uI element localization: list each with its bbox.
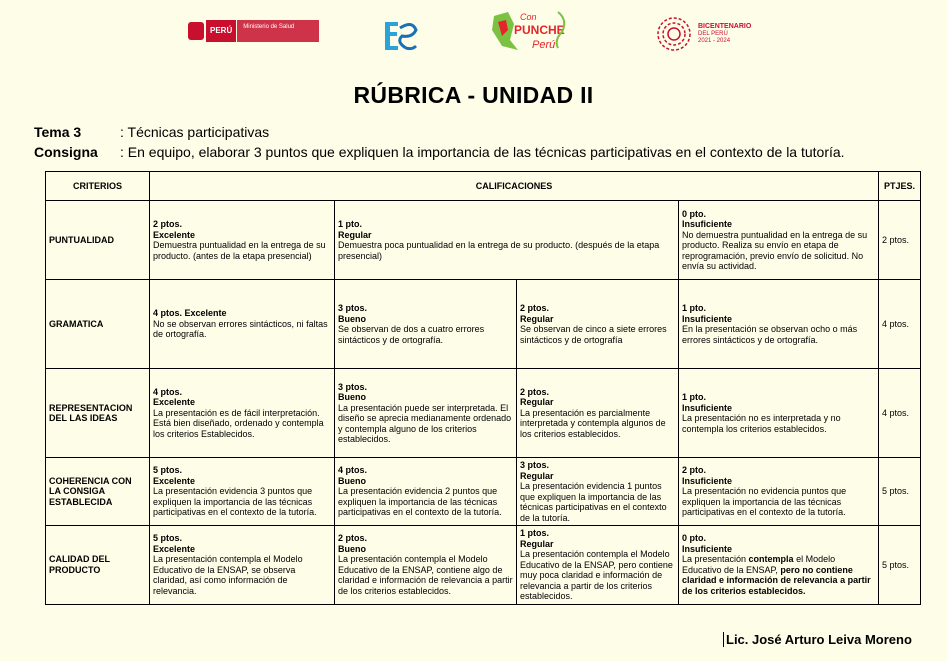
ptjes-cell: 5 ptos.	[879, 526, 921, 605]
rating-level: Insuficiente	[682, 313, 733, 324]
desc-part: el Modelo Educativo de la ENSAP,	[682, 554, 836, 575]
ensap-logo-icon	[382, 18, 420, 54]
criterio-cell: PUNTUALIDAD	[46, 201, 150, 280]
rating-score: 4 ptos.	[338, 465, 368, 476]
rating-cell	[679, 201, 879, 280]
rating-description: Demuestra puntualidad en la entrega de su producto. (antes de la etapa presencial)	[153, 240, 326, 261]
rubric-table	[45, 171, 921, 605]
ptjes-cell: 5 ptos.	[879, 458, 921, 526]
rating-description	[682, 554, 875, 596]
ptjes-cell: 2 ptos.	[879, 201, 921, 280]
rating-score: 1 ptos.	[520, 528, 550, 538]
rating-cell	[150, 369, 335, 458]
rating-score: 2 ptos.	[338, 533, 368, 544]
rating-description: Demuestra poca puntualidad en la entrega de su producto. (después de la etapa presencial)	[338, 240, 660, 261]
header-ptjes: PTJES.	[879, 172, 921, 201]
rating-cell	[517, 458, 679, 526]
tema-value: : Técnicas participativas	[120, 124, 270, 140]
criterio-cell: GRAMATICA	[46, 280, 150, 369]
rating-level: Bueno	[338, 475, 366, 486]
rating-description: En la presentación se observan ocho o más errores sintácticos y de ortografía.	[682, 324, 858, 345]
rating-score: 3 ptos.	[338, 303, 368, 313]
svg-text:Con: Con	[520, 12, 537, 22]
rating-score: 5 ptos.	[153, 465, 183, 476]
rating-level: Bueno	[338, 392, 366, 402]
rating-level: Insuficiente	[682, 543, 733, 554]
rating-cell	[517, 526, 679, 605]
tema-label: Tema 3	[34, 124, 82, 140]
rating-score: 0 pto.	[682, 208, 706, 219]
table-header-row	[46, 172, 921, 201]
rating-score: 3 ptos.	[520, 460, 550, 470]
tema-line	[34, 124, 269, 140]
ensap-logo	[382, 16, 420, 56]
rating-description: La presentación no es interpretada y no contempla los criterios establecidos.	[682, 413, 841, 434]
bicentenario-text	[698, 23, 751, 45]
rating-cell	[335, 201, 679, 280]
rating-score: 1 pto.	[682, 392, 706, 402]
consigna-value: : En equipo, elaborar 3 puntos que expliquen la importancia de las técnicas participativas en el contexto de la tutoría.	[120, 144, 845, 160]
rating-description: La presentación contempla el Modelo Educativo de la ENSAP, contiene algo de claridad e información de relevancia a partir de los criterios establecidos.	[338, 554, 513, 596]
rating-level: Regular	[520, 538, 554, 549]
rating-level: Bueno	[338, 543, 366, 554]
rating-level: Insuficiente	[682, 402, 733, 413]
rating-level: Excelente	[153, 475, 196, 486]
rating-level: Insuficiente	[682, 475, 733, 486]
rating-score: 2 ptos.	[153, 219, 183, 229]
rating-score: 5 ptos.	[153, 533, 183, 544]
rating-score: 4 ptos. Excelente	[153, 308, 227, 319]
rating-description: Se observan de dos a cuatro errores sintácticos y de ortografía.	[338, 324, 485, 345]
consigna-label: Consigna	[34, 144, 98, 160]
rating-level: Regular	[520, 313, 554, 324]
rating-cell	[517, 280, 679, 369]
svg-text:Perú: Perú	[532, 39, 556, 51]
con-punche-peru-logo	[488, 10, 572, 50]
rating-description: No se observan errores sintácticos, ni faltas de ortografía.	[153, 318, 328, 340]
rating-level: Bueno	[338, 313, 366, 324]
criterio-cell: REPRESENTACION DEL LAS IDEAS	[46, 369, 150, 458]
rating-level: Excelente	[153, 543, 196, 554]
table-row	[46, 201, 921, 280]
rating-level: Regular	[338, 229, 372, 240]
table-row	[46, 369, 921, 458]
rating-description: La presentación contempla el Modelo Educativo de la ENSAP, pero contiene muy poca claridad e información de relevancia a partir de los criterios establecidos.	[520, 549, 673, 601]
rating-description: La presentación puede ser interpretada. El diseño se aprecia medianamente ordenado y contempla alguno de los criterios establecidos.	[338, 402, 512, 444]
bicentenario-swirl-icon	[656, 16, 692, 52]
rating-cell	[335, 526, 517, 605]
table-row	[46, 526, 921, 605]
ptjes-cell: 4 ptos.	[879, 369, 921, 458]
svg-text:PUNCHE: PUNCHE	[514, 23, 565, 37]
rating-description: Se observan de cinco a siete errores sintácticos y de ortografía	[520, 324, 667, 345]
rating-description: La presentación es parcialmente interpretada y contempla algunos de los criterios establecidos.	[520, 407, 666, 439]
bicentenario-line-1: BICENTENARIO	[698, 23, 752, 30]
rating-description: No demuestra puntualidad en la entrega de su producto. Realiza su envío en etapa de reprogramación, previo envío de solicitud. No envía su actividad.	[682, 229, 868, 271]
rating-level: Insuficiente	[682, 219, 733, 229]
rating-score: 2 pto.	[682, 465, 706, 476]
rating-cell	[335, 280, 517, 369]
table-row	[46, 280, 921, 369]
rating-level: Excelente	[153, 229, 196, 240]
signature: Lic. José Arturo Leiva Moreno	[723, 632, 912, 647]
rating-cell	[150, 201, 335, 280]
rating-score: 4 ptos.	[153, 386, 183, 397]
table-row	[46, 458, 921, 526]
punche-logo-icon	[488, 6, 572, 54]
rating-description: La presentación contempla el Modelo Educativo de la ENSAP, se observa claridad, así como información de relevancia.	[153, 554, 303, 596]
desc-bold: contempla	[748, 554, 794, 565]
rating-score: 0 pto.	[682, 533, 706, 544]
bicentenario-line-2: DEL PERÚ	[698, 31, 728, 37]
rating-score: 1 pto.	[682, 303, 706, 313]
rating-cell	[335, 369, 517, 458]
rating-description: La presentación evidencia 2 puntos que expliquen la importancia de las técnicas participativas en el contexto de la tutoría.	[338, 486, 502, 518]
desc-bold: pero no contiene claridad e información de relevancia a partir de los criterios establecidos.	[682, 564, 871, 596]
rating-cell	[679, 369, 879, 458]
rating-cell	[335, 458, 517, 526]
rating-description: La presentación no evidencia puntos que expliquen la importancia de las técnicas participativas en el contexto de la tutoría.	[682, 486, 847, 518]
header-calificaciones: CALIFICACIONES	[150, 172, 879, 201]
rating-score: 2 ptos.	[520, 386, 550, 397]
desc-part: La presentación	[682, 554, 749, 565]
rating-cell	[679, 280, 879, 369]
criterio-cell: COHERENCIA CON LA CONSIGA ESTABLECIDA	[46, 458, 150, 526]
page-title: RÚBRICA - UNIDAD II	[353, 82, 594, 108]
rating-score: 3 ptos.	[338, 381, 368, 392]
logo-strip	[0, 8, 947, 52]
rating-level: Regular	[520, 397, 554, 408]
rating-cell	[150, 526, 335, 605]
rating-level: Excelente	[153, 397, 196, 408]
rating-cell	[150, 458, 335, 526]
rating-cell	[679, 458, 879, 526]
ptjes-cell: 4 ptos.	[879, 280, 921, 369]
bicentenario-line-3: 2021 - 2024	[698, 38, 731, 44]
minsa-peru-label: PERÚ	[206, 20, 236, 42]
rating-score: 1 pto.	[338, 219, 362, 229]
rating-cell	[679, 526, 879, 605]
rating-score: 2 ptos.	[520, 303, 550, 313]
rating-description: La presentación evidencia 1 puntos que expliquen la importancia de las técnicas participativas en el contexto de la tutoría.	[520, 481, 667, 523]
rating-cell	[517, 369, 679, 458]
peru-shield-icon	[188, 22, 204, 40]
rating-level: Regular	[520, 470, 554, 481]
consigna-line	[34, 144, 845, 160]
header-criterios: CRITERIOS	[46, 172, 150, 201]
rating-description: La presentación evidencia 3 puntos que expliquen la importancia de las técnicas participativas en el contexto de la tutoría.	[153, 486, 317, 518]
minsa-logo	[188, 20, 319, 42]
rating-description: La presentación es de fácil interpretación. Está bien diseñado, ordenado y contempla los criterios Establecidos.	[153, 407, 324, 439]
criterio-cell: CALIDAD DEL PRODUCTO	[46, 526, 150, 605]
rating-cell	[150, 280, 335, 369]
minsa-ministerio-label: Ministerio de Salud	[237, 20, 319, 42]
bicentenario-logo	[656, 14, 751, 54]
